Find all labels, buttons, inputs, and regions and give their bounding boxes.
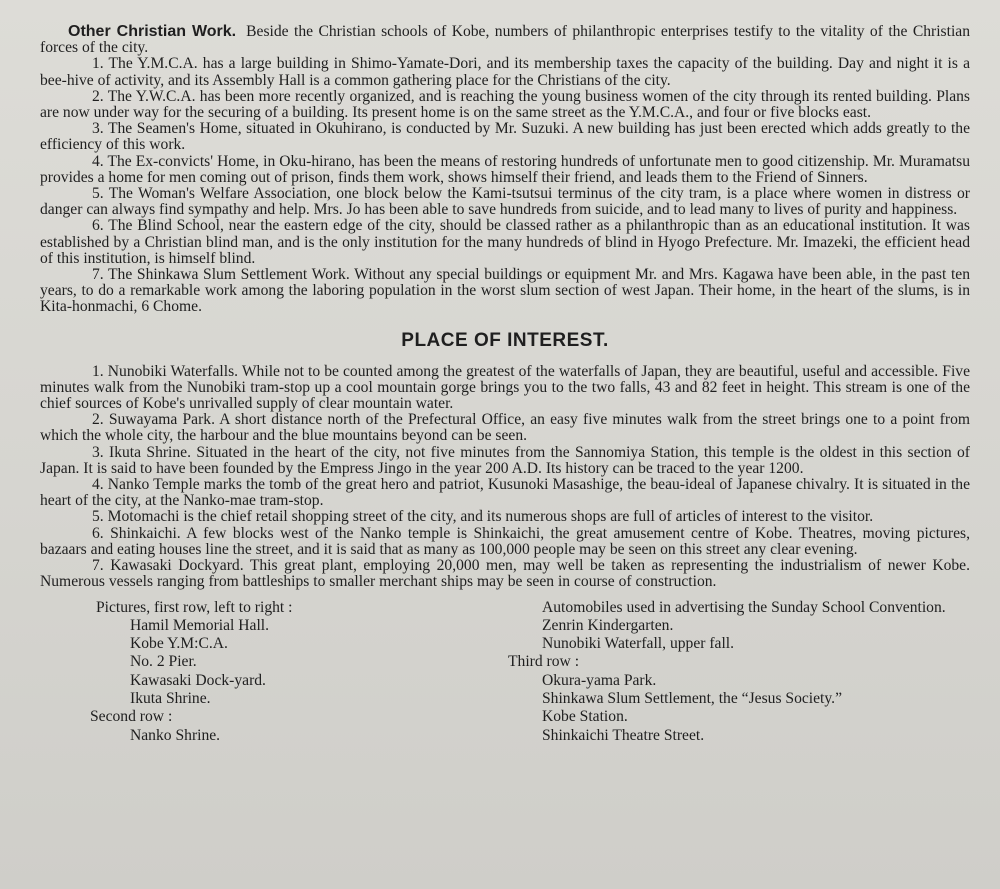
caption-item: Shinkaichi Theatre Street. bbox=[542, 726, 705, 744]
first-row-heading: Pictures, first row, left to right : bbox=[96, 598, 293, 616]
caption-item: No. 2 Pier. bbox=[130, 653, 197, 671]
section-title: PLACE OF INTEREST. bbox=[401, 329, 609, 351]
christian-work-intro-text: Beside the Christian schools of Kobe, numbers of philanthropic enterprises testify to the vitality of the Christian forces of the city. bbox=[40, 23, 971, 57]
place-item: 6. Shinkaichi. A few blocks west of the Nanko temple is Shinkaichi, the great amusement centre of Kobe. Theatres, moving pictures, bazaars and eating houses line the street, and it is said that as many as 100,000 people may be seen on this street any clear evening. bbox=[40, 524, 970, 558]
place-item: 1. Nunobiki Waterfalls. While not to be counted among the greatest of the waterfalls of Japan, they are beautiful, useful and accessible. Five minutes walk from the Nunobiki tram-stop up a cool mountain gorge brings you to the two falls, 43 and 82 feet in height. This stream is one of the chief sources of Kobe's unrivalled supply of clear mountain water. bbox=[40, 362, 970, 413]
caption-item: Kobe Y.M:C.A. bbox=[130, 635, 228, 653]
caption-item: Nanko Shrine. bbox=[130, 726, 221, 744]
place-item: 5. Motomachi is the chief retail shopping street of the city, and its numerous shops are full of articles of interest to the visitor. bbox=[92, 508, 874, 526]
caption-item: Automobiles used in advertising the Sunday School Convention. bbox=[542, 598, 946, 616]
christian-work-item: 6. The Blind School, near the eastern edge of the city, should be classed rather as a philanthropic than as an educational institution. It was established by a Christian blind man, and is the only institution for the many hundreds of blind in Hyogo Prefecture. Mr. Imazeki, the efficient head of this institution, is himself blind. bbox=[40, 217, 970, 267]
picture-captions bbox=[40, 599, 970, 745]
caption-item: Ikuta Shrine. bbox=[130, 689, 211, 707]
caption-item: Hamil Memorial Hall. bbox=[130, 616, 270, 634]
christian-work-item: 4. The Ex-convicts' Home, in Oku-hirano, has been the means of restoring hundreds of unfortunate men to good citizenship. Mr. Muramatsu provides a home for men coming out of prison, finds them work, shows himself their friend, and leads them to the Friend of Sinners. bbox=[40, 152, 970, 186]
place-item: 7. Kawasaki Dockyard. This great plant, employing 20,000 men, may well be taken as representing the industrialism of newer Kobe. Numerous vessels ranging from battleships to smaller merchant ships may be seen in course of construction. bbox=[40, 557, 970, 591]
caption-item: Zenrin Kindergarten. bbox=[542, 616, 674, 634]
christian-work-item: 1. The Y.M.C.A. has a large building in Shimo-Yamate-Dori, and its membership taxes the capacity of the building. Day and night it is a bee-hive of activity, and its Assembly Hall is a common gathering place for the Christians of the city. bbox=[40, 55, 970, 89]
captions-right-column bbox=[508, 598, 970, 745]
christian-work-intro bbox=[40, 24, 970, 56]
christian-work-item: 5. The Woman's Welfare Association, one block below the Kami-tsutsui terminus of the city tram, is a place where women in distress or danger can always find sympathy and help. Mrs. Jo has been able to save hundreds from suicide, and to lead many to lives of purity and happiness. bbox=[40, 185, 970, 219]
place-item: 3. Ikuta Shrine. Situated in the heart of the city, not five minutes from the Sannomiya Station, this temple is the oldest in this section of Japan. It is said to have been founded by the Empress Jingo in the year 200 A.D. Its history can be traced to the year 1200. bbox=[40, 443, 970, 477]
caption-item: Kobe Station. bbox=[542, 708, 628, 726]
christian-work-item: 7. The Shinkawa Slum Settlement Work. Without any special buildings or equipment Mr. and Mrs. Kagawa have been able, in the past ten years, to do a remarkable work among the laboring population in the worst slum section of west Japan. Their home, in the heart of the slums, is in Kita-honmachi, 6 Chome. bbox=[40, 266, 970, 316]
christian-work-item: 2. The Y.W.C.A. has been more recently organized, and is reaching the young business women of the city through its rented building. Plans are now under way for the securing of a building. Its present home is on the same street as the Y.M.C.A., and four or five blocks east. bbox=[40, 87, 970, 122]
caption-item: Nunobiki Waterfall, upper fall. bbox=[542, 635, 735, 653]
second-row-heading: Second row : bbox=[90, 708, 173, 726]
third-row-heading: Third row : bbox=[508, 653, 580, 671]
place-item: 4. Nanko Temple marks the tomb of the great hero and patriot, Kusunoki Masashige, the beau-ideal of Japanese chivalry. It is situated in the heart of the city, at the Nanko-mae tram-stop. bbox=[40, 476, 970, 510]
place-item: 2. Suwayama Park. A short distance north of the Prefectural Office, an easy five minutes walk from the street brings one to a point from which the whole city, the harbour and the blue mountains beyond can be seen. bbox=[40, 411, 970, 445]
christian-work-item: 3. The Seamen's Home, situated in Okuhirano, is conducted by Mr. Suzuki. A new building has just been erected which adds greatly to the efficiency of this work. bbox=[40, 120, 970, 154]
caption-item: Shinkawa Slum Settlement, the “Jesus Society.” bbox=[542, 689, 842, 707]
captions-left-column bbox=[40, 599, 524, 745]
christian-work-heading: Other Christian Work. bbox=[68, 23, 237, 40]
caption-item: Okura-yama Park. bbox=[542, 671, 657, 689]
caption-item: Kawasaki Dock-yard. bbox=[130, 671, 266, 689]
